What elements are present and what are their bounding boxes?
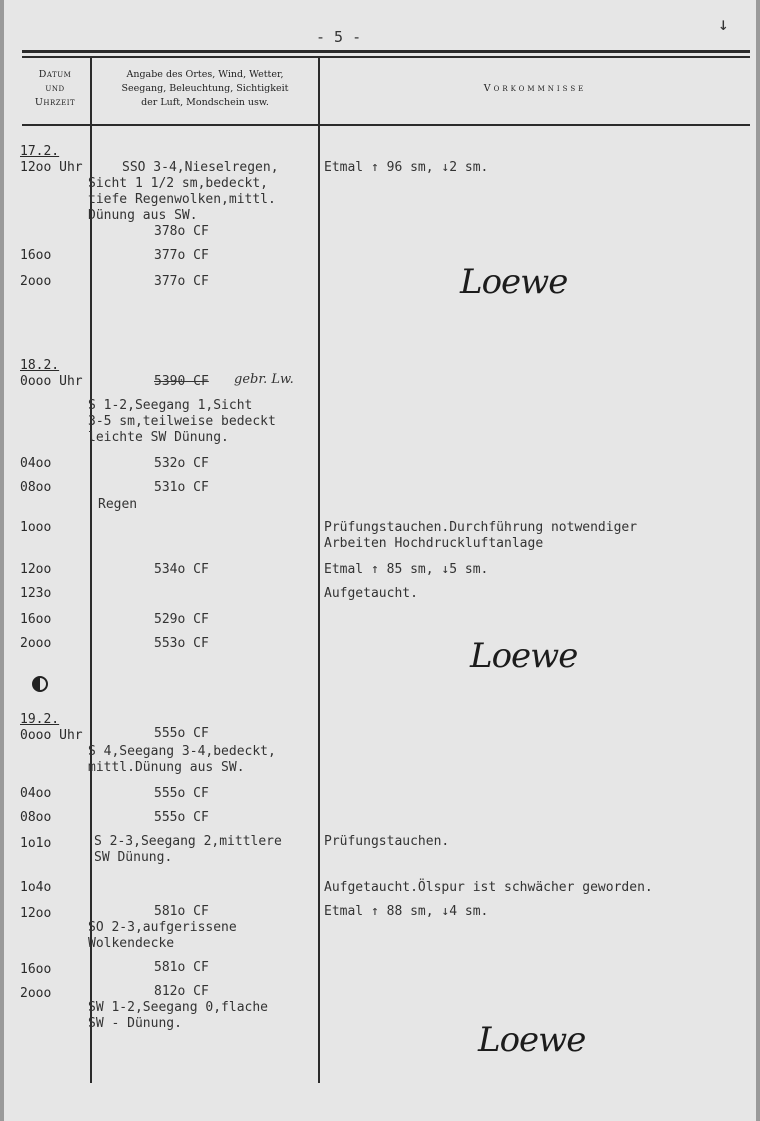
handwritten-correction: gebr. Lw. <box>234 372 294 387</box>
weather-line: tiefe Regenwolken,mittl. <box>88 192 276 207</box>
weather-line: S 4,Seegang 3-4,bedeckt, <box>88 744 276 759</box>
weather-line: Wolkendecke <box>88 936 175 951</box>
weather-line: Regen <box>98 497 138 512</box>
time-entry: 04oo <box>20 456 52 471</box>
weather-line: Sicht 1 1/2 sm,bedeckt, <box>88 176 269 191</box>
position-entry: 555o CF <box>154 810 209 825</box>
weather-line: SO 2-3,aufgerissene <box>88 920 237 935</box>
position-entry: 377o CF <box>154 274 209 289</box>
header-datum: Datum und Uhrzeit <box>34 69 76 108</box>
header-bottom-rule <box>22 124 750 126</box>
position-entry: 581o CF <box>154 904 209 919</box>
event-entry: Etmal ↑ 85 sm, ↓5 sm. <box>324 562 489 577</box>
header-location: Angabe des Ortes, Wind, Wetter, Seegang, Beleuchtung, Sichtigkeit der Luft, Mondschein usw. <box>121 69 289 108</box>
time-entry: 1o1o <box>20 836 52 851</box>
time-entry: 16oo <box>20 962 52 977</box>
time-entry: 2ooo <box>20 274 52 289</box>
position-entry: 555o CF <box>154 726 209 741</box>
position-entry: 532o CF <box>154 456 209 471</box>
position-entry: 581o CF <box>154 960 209 975</box>
weather-line: S 2-3,Seegang 2,mittlere <box>94 834 282 849</box>
time-entry: 1ooo <box>20 520 52 535</box>
time-entry: 123o <box>20 586 52 601</box>
event-entry: Aufgetaucht. <box>324 586 418 601</box>
event-entry: Etmal ↑ 96 sm, ↓2 sm. <box>324 160 489 175</box>
time-entry: 2ooo <box>20 986 52 1001</box>
event-entry: Etmal ↑ 88 sm, ↓4 sm. <box>324 904 489 919</box>
event-entry: Prüfungstauchen.Durchführung notwendiger <box>324 520 638 535</box>
signature: Loewe <box>478 1020 586 1060</box>
position-entry: 534o CF <box>154 562 209 577</box>
time-entry: 12oo <box>20 906 52 921</box>
time-entry: 2ooo <box>20 636 52 651</box>
weather-line: S 1-2,Seegang 1,Sicht <box>88 398 253 413</box>
header-events: Vorkommnisse <box>483 83 587 94</box>
header-top-rule <box>22 50 750 53</box>
time-entry: 12oo <box>20 562 52 577</box>
time-entry: 1o4o <box>20 880 52 895</box>
page-number: - 5 - <box>316 28 362 46</box>
date-19-2: 19.2. <box>20 712 60 727</box>
weather-line: leichte SW Dünung. <box>88 430 229 445</box>
weather-line: SW Dünung. <box>94 850 173 865</box>
position-entry: 529o CF <box>154 612 209 627</box>
time-entry: 08oo <box>20 810 52 825</box>
weather-line: SSO 3-4,Nieselregen, <box>122 160 279 175</box>
time-entry: 12oo Uhr <box>20 160 83 175</box>
weather-line: 3-5 sm,teilweise bedeckt <box>88 414 276 429</box>
event-entry: Prüfungstauchen. <box>324 834 450 849</box>
weather-line: Dünung aus SW. <box>88 208 198 223</box>
signature: Loewe <box>470 636 578 676</box>
weather-line: SW - Dünung. <box>88 1016 182 1031</box>
struck-position: 5390 CF <box>154 374 209 389</box>
moon-phase-icon <box>32 676 48 692</box>
time-entry: 16oo <box>20 612 52 627</box>
position-entry: 531o CF <box>154 480 209 495</box>
weather-line: mittl.Dünung aus SW. <box>88 760 245 775</box>
corner-mark: ↓ <box>718 14 729 35</box>
date-18-2: 18.2. <box>20 358 60 373</box>
event-entry: Arbeiten Hochdruckluftanlage <box>324 536 544 551</box>
log-page <box>4 0 756 1121</box>
position-entry: 378o CF <box>154 224 209 239</box>
header-top-rule-2 <box>22 56 750 58</box>
position-entry: 553o CF <box>154 636 209 651</box>
time-entry: 0ooo Uhr <box>20 374 83 389</box>
time-entry: 08oo <box>20 480 52 495</box>
time-entry: 0ooo Uhr <box>20 728 83 743</box>
time-entry: 16oo <box>20 248 52 263</box>
date-17-2: 17.2. <box>20 144 60 159</box>
position-entry: 555o CF <box>154 786 209 801</box>
weather-line: SW 1-2,Seegang 0,flache <box>88 1000 269 1015</box>
position-entry: 812o CF <box>154 984 209 999</box>
time-entry: 04oo <box>20 786 52 801</box>
event-entry: Aufgetaucht.Ölspur ist schwächer geworden. <box>324 880 653 895</box>
position-entry: 377o CF <box>154 248 209 263</box>
signature: Loewe <box>460 262 568 302</box>
column-divider-2 <box>318 58 320 1083</box>
